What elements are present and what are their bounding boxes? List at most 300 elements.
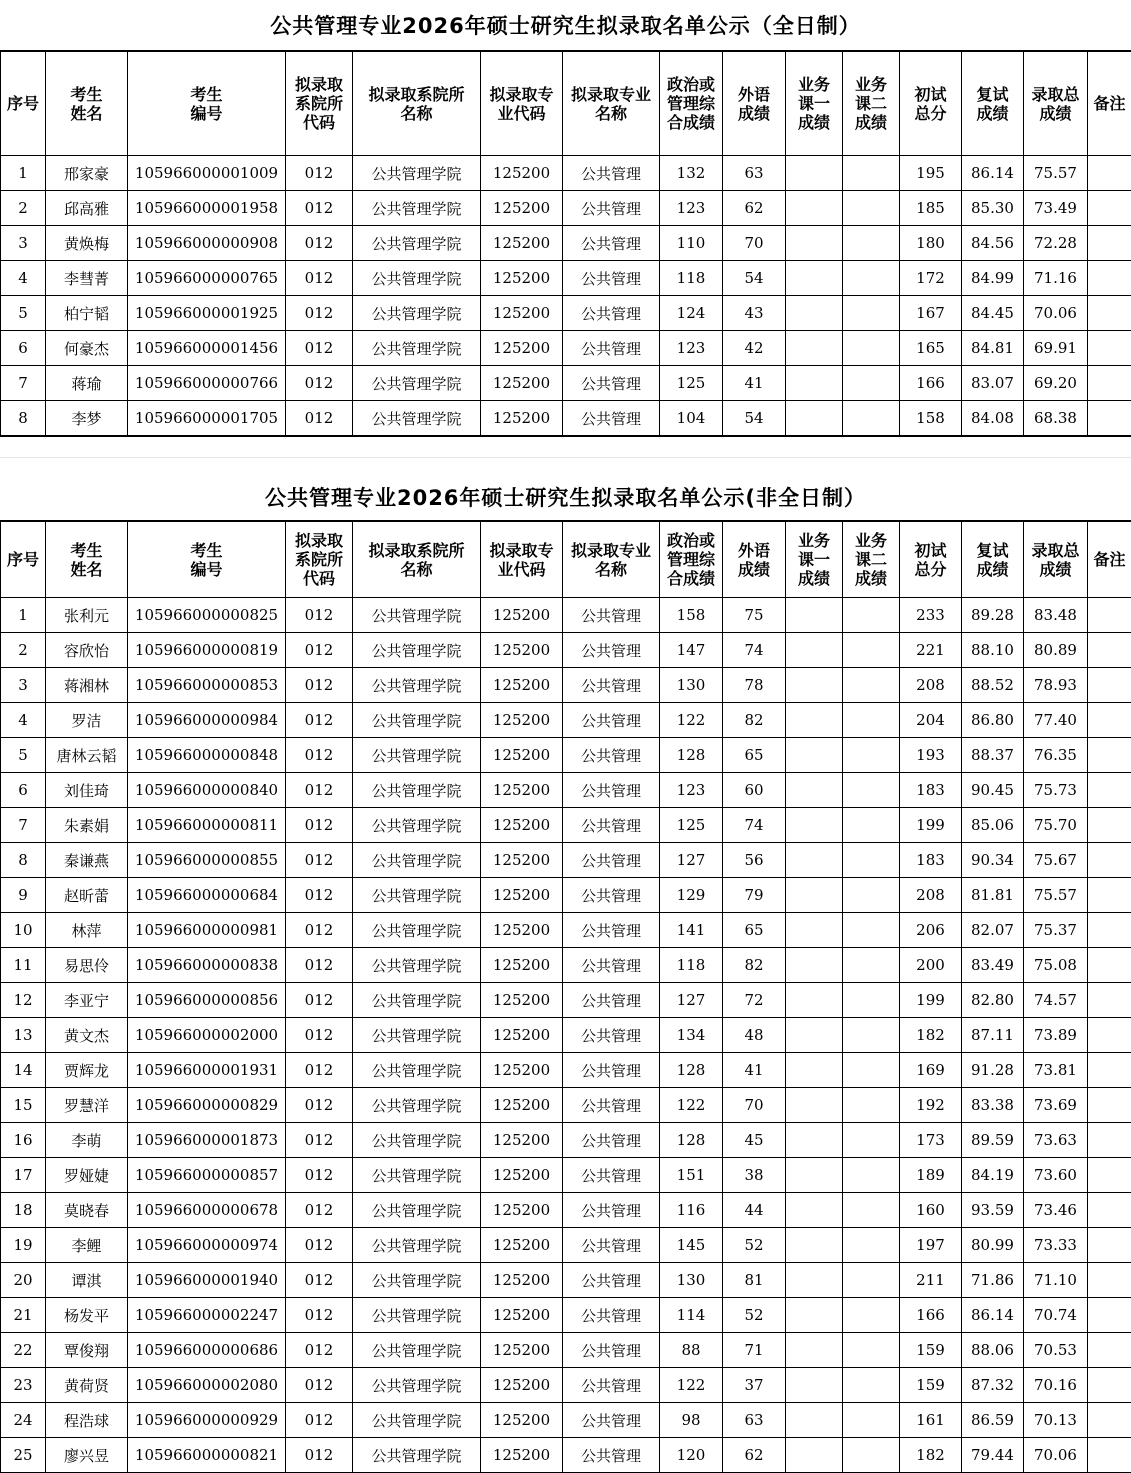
cell-politics: 123 — [660, 331, 723, 366]
cell-name: 邢家豪 — [46, 156, 128, 191]
cell-exam-id: 105966000002247 — [128, 1298, 286, 1333]
cell-dept: 公共管理学院 — [353, 1018, 481, 1053]
col-header-line: 业务 — [786, 75, 842, 94]
col-header-line: 名称 — [563, 560, 659, 579]
col-header-line: 序号 — [1, 94, 45, 113]
cell-subject1 — [786, 1368, 843, 1403]
cell-remark — [1088, 261, 1131, 296]
cell-prelim-total: 158 — [900, 401, 962, 436]
cell-exam-id: 105966000000678 — [128, 1193, 286, 1228]
cell-subject1 — [786, 1403, 843, 1438]
cell-dept: 公共管理学院 — [353, 808, 481, 843]
cell-seq: 14 — [1, 1053, 46, 1088]
cell-subject1 — [786, 808, 843, 843]
cell-exam-id: 105966000000929 — [128, 1403, 286, 1438]
cell-subject2 — [843, 738, 900, 773]
cell-final-total: 77.40 — [1024, 703, 1088, 738]
cell-politics: 128 — [660, 738, 723, 773]
cell-major: 公共管理 — [563, 1263, 660, 1298]
cell-remark — [1088, 633, 1131, 668]
cell-exam-id: 105966000000765 — [128, 261, 286, 296]
cell-seq: 4 — [1, 703, 46, 738]
cell-name: 容欣怡 — [46, 633, 128, 668]
col-header-remark — [1088, 522, 1131, 598]
cell-retest: 85.30 — [962, 191, 1024, 226]
cell-language: 74 — [723, 633, 786, 668]
col-header-major — [563, 52, 660, 156]
col-header-retest — [962, 522, 1024, 598]
cell-politics: 145 — [660, 1228, 723, 1263]
cell-politics: 128 — [660, 1053, 723, 1088]
cell-major-code: 125200 — [481, 366, 563, 401]
col-header-line: 成绩 — [1024, 560, 1087, 579]
cell-retest: 87.32 — [962, 1368, 1024, 1403]
cell-dept: 公共管理学院 — [353, 598, 481, 633]
cell-retest: 87.11 — [962, 1018, 1024, 1053]
cell-major-code: 125200 — [481, 1368, 563, 1403]
table-row — [1, 226, 1131, 261]
table-row — [1, 1403, 1131, 1438]
cell-language: 62 — [723, 1438, 786, 1473]
cell-dept-code: 012 — [286, 156, 353, 191]
table-row — [1, 331, 1131, 366]
cell-major: 公共管理 — [563, 948, 660, 983]
col-header-politics — [660, 52, 723, 156]
cell-exam-id: 105966000000908 — [128, 226, 286, 261]
cell-language: 79 — [723, 878, 786, 913]
cell-subject2 — [843, 401, 900, 436]
cell-retest: 84.08 — [962, 401, 1024, 436]
cell-dept: 公共管理学院 — [353, 913, 481, 948]
cell-subject2 — [843, 191, 900, 226]
col-header-line: 拟录取 — [286, 75, 352, 94]
cell-name: 秦谦燕 — [46, 843, 128, 878]
cell-prelim-total: 173 — [900, 1123, 962, 1158]
col-header-line: 成绩 — [962, 104, 1023, 123]
cell-subject2 — [843, 808, 900, 843]
col-header-line: 成绩 — [723, 560, 785, 579]
cell-seq: 13 — [1, 1018, 46, 1053]
cell-subject2 — [843, 773, 900, 808]
cell-retest: 93.59 — [962, 1193, 1024, 1228]
col-header-line: 复试 — [962, 541, 1023, 560]
cell-dept-code: 012 — [286, 1088, 353, 1123]
cell-major-code: 125200 — [481, 913, 563, 948]
cell-final-total: 78.93 — [1024, 668, 1088, 703]
cell-name: 杨发平 — [46, 1298, 128, 1333]
cell-name: 李亚宁 — [46, 983, 128, 1018]
col-header-line: 政治或 — [660, 75, 722, 94]
cell-retest: 71.86 — [962, 1263, 1024, 1298]
col-header-line: 考生 — [46, 85, 127, 104]
cell-exam-id: 105966000000838 — [128, 948, 286, 983]
col-header-line: 系院所 — [286, 550, 352, 569]
cell-name: 李萌 — [46, 1123, 128, 1158]
cell-retest: 86.14 — [962, 156, 1024, 191]
cell-language: 48 — [723, 1018, 786, 1053]
cell-subject2 — [843, 226, 900, 261]
cell-dept: 公共管理学院 — [353, 1228, 481, 1263]
cell-dept-code: 012 — [286, 1123, 353, 1158]
cell-final-total: 70.13 — [1024, 1403, 1088, 1438]
cell-dept: 公共管理学院 — [353, 1438, 481, 1473]
cell-prelim-total: 182 — [900, 1018, 962, 1053]
col-header-line: 拟录取专 — [481, 85, 562, 104]
cell-major-code: 125200 — [481, 296, 563, 331]
col-header-line: 合成绩 — [660, 113, 722, 132]
cell-subject2 — [843, 1403, 900, 1438]
table-row — [1, 366, 1131, 401]
table-row — [1, 1298, 1131, 1333]
cell-subject2 — [843, 598, 900, 633]
cell-language: 74 — [723, 808, 786, 843]
cell-subject2 — [843, 668, 900, 703]
cell-language: 41 — [723, 366, 786, 401]
col-header-line: 考生 — [46, 541, 127, 560]
cell-major-code: 125200 — [481, 1088, 563, 1123]
cell-language: 65 — [723, 913, 786, 948]
table-row — [1, 598, 1131, 633]
cell-subject1 — [786, 1228, 843, 1263]
cell-subject1 — [786, 156, 843, 191]
cell-language: 56 — [723, 843, 786, 878]
cell-dept: 公共管理学院 — [353, 261, 481, 296]
cell-name: 莫晓春 — [46, 1193, 128, 1228]
cell-remark — [1088, 366, 1131, 401]
cell-final-total: 75.57 — [1024, 878, 1088, 913]
cell-major-code: 125200 — [481, 948, 563, 983]
cell-final-total: 75.73 — [1024, 773, 1088, 808]
cell-final-total: 69.20 — [1024, 366, 1088, 401]
cell-dept-code: 012 — [286, 1053, 353, 1088]
cell-prelim-total: 189 — [900, 1158, 962, 1193]
cell-major: 公共管理 — [563, 878, 660, 913]
cell-final-total: 69.91 — [1024, 331, 1088, 366]
table-row — [1, 703, 1131, 738]
cell-final-total: 73.89 — [1024, 1018, 1088, 1053]
cell-dept-code: 012 — [286, 773, 353, 808]
cell-prelim-total: 167 — [900, 296, 962, 331]
cell-dept: 公共管理学院 — [353, 1193, 481, 1228]
col-header-line: 初试 — [900, 541, 961, 560]
col-header-subject2 — [843, 522, 900, 598]
cell-seq: 16 — [1, 1123, 46, 1158]
cell-seq: 21 — [1, 1298, 46, 1333]
col-header-line: 成绩 — [723, 104, 785, 123]
cell-politics: 128 — [660, 1123, 723, 1158]
cell-prelim-total: 192 — [900, 1088, 962, 1123]
cell-dept: 公共管理学院 — [353, 773, 481, 808]
cell-major: 公共管理 — [563, 1018, 660, 1053]
table-row — [1, 1018, 1131, 1053]
cell-subject2 — [843, 843, 900, 878]
cell-seq: 2 — [1, 633, 46, 668]
cell-subject1 — [786, 1193, 843, 1228]
cell-dept-code: 012 — [286, 738, 353, 773]
cell-subject1 — [786, 401, 843, 436]
cell-subject1 — [786, 191, 843, 226]
cell-major-code: 125200 — [481, 1263, 563, 1298]
cell-major: 公共管理 — [563, 808, 660, 843]
col-header-line: 编号 — [128, 104, 285, 123]
col-header-line: 政治或 — [660, 531, 722, 550]
col-header-line: 录取总 — [1024, 541, 1087, 560]
cell-prelim-total: 206 — [900, 913, 962, 948]
cell-politics: 114 — [660, 1298, 723, 1333]
cell-dept: 公共管理学院 — [353, 948, 481, 983]
cell-dept: 公共管理学院 — [353, 1263, 481, 1298]
col-header-line: 课二 — [843, 550, 899, 569]
cell-language: 45 — [723, 1123, 786, 1158]
col-header-line: 业务 — [843, 531, 899, 550]
table-row — [1, 878, 1131, 913]
cell-dept-code: 012 — [286, 261, 353, 296]
col-header-dept — [353, 52, 481, 156]
cell-subject1 — [786, 226, 843, 261]
col-header-language — [723, 522, 786, 598]
cell-name: 贾辉龙 — [46, 1053, 128, 1088]
cell-retest: 88.37 — [962, 738, 1024, 773]
table-row — [1, 633, 1131, 668]
cell-subject1 — [786, 366, 843, 401]
cell-exam-id: 105966000001705 — [128, 401, 286, 436]
cell-dept: 公共管理学院 — [353, 1333, 481, 1368]
col-header-line: 名称 — [353, 104, 480, 123]
col-header-line: 录取总 — [1024, 85, 1087, 104]
cell-language: 65 — [723, 738, 786, 773]
cell-language: 78 — [723, 668, 786, 703]
cell-retest: 84.81 — [962, 331, 1024, 366]
cell-politics: 122 — [660, 1088, 723, 1123]
cell-retest: 83.49 — [962, 948, 1024, 983]
col-header-line: 总分 — [900, 104, 961, 123]
cell-remark — [1088, 331, 1131, 366]
col-header-politics — [660, 522, 723, 598]
cell-seq: 1 — [1, 598, 46, 633]
cell-remark — [1088, 156, 1131, 191]
cell-subject1 — [786, 1088, 843, 1123]
cell-exam-id: 105966000000840 — [128, 773, 286, 808]
cell-dept: 公共管理学院 — [353, 296, 481, 331]
cell-subject1 — [786, 913, 843, 948]
cell-politics: 123 — [660, 191, 723, 226]
col-header-line: 考生 — [128, 541, 285, 560]
cell-dept: 公共管理学院 — [353, 668, 481, 703]
table-row — [1, 296, 1131, 331]
col-header-line: 成绩 — [843, 113, 899, 132]
cell-name: 覃俊翔 — [46, 1333, 128, 1368]
cell-subject2 — [843, 1438, 900, 1473]
col-header-line: 拟录取专 — [481, 541, 562, 560]
col-header-name — [46, 522, 128, 598]
cell-dept: 公共管理学院 — [353, 1053, 481, 1088]
table-row — [1, 1123, 1131, 1158]
cell-prelim-total: 166 — [900, 366, 962, 401]
cell-major: 公共管理 — [563, 1368, 660, 1403]
cell-major: 公共管理 — [563, 226, 660, 261]
cell-dept-code: 012 — [286, 843, 353, 878]
cell-major-code: 125200 — [481, 191, 563, 226]
cell-language: 43 — [723, 296, 786, 331]
table-row — [1, 1088, 1131, 1123]
cell-exam-id: 105966000000825 — [128, 598, 286, 633]
cell-name: 廖兴昱 — [46, 1438, 128, 1473]
cell-remark — [1088, 913, 1131, 948]
cell-major-code: 125200 — [481, 1438, 563, 1473]
cell-exam-id: 105966000000855 — [128, 843, 286, 878]
cell-name: 刘佳琦 — [46, 773, 128, 808]
cell-seq: 5 — [1, 296, 46, 331]
cell-retest: 84.19 — [962, 1158, 1024, 1193]
cell-major: 公共管理 — [563, 261, 660, 296]
cell-remark — [1088, 1333, 1131, 1368]
cell-subject1 — [786, 1018, 843, 1053]
cell-subject1 — [786, 296, 843, 331]
cell-remark — [1088, 808, 1131, 843]
cell-seq: 8 — [1, 843, 46, 878]
cell-remark — [1088, 1123, 1131, 1158]
cell-subject2 — [843, 261, 900, 296]
cell-remark — [1088, 948, 1131, 983]
cell-major-code: 125200 — [481, 331, 563, 366]
cell-subject2 — [843, 156, 900, 191]
cell-language: 41 — [723, 1053, 786, 1088]
table-row — [1, 1158, 1131, 1193]
cell-prelim-total: 160 — [900, 1193, 962, 1228]
cell-final-total: 73.49 — [1024, 191, 1088, 226]
cell-prelim-total: 211 — [900, 1263, 962, 1298]
cell-retest: 79.44 — [962, 1438, 1024, 1473]
cell-major: 公共管理 — [563, 296, 660, 331]
cell-major-code: 125200 — [481, 401, 563, 436]
cell-dept-code: 012 — [286, 1368, 353, 1403]
cell-subject1 — [786, 948, 843, 983]
col-header-prelim-total — [900, 522, 962, 598]
cell-subject1 — [786, 773, 843, 808]
table1-header-row — [1, 52, 1131, 156]
col-header-major-code — [481, 522, 563, 598]
cell-major-code: 125200 — [481, 1158, 563, 1193]
cell-major: 公共管理 — [563, 633, 660, 668]
cell-dept-code: 012 — [286, 1438, 353, 1473]
cell-prelim-total: 208 — [900, 668, 962, 703]
cell-politics: 116 — [660, 1193, 723, 1228]
cell-seq: 6 — [1, 331, 46, 366]
cell-final-total: 70.06 — [1024, 1438, 1088, 1473]
cell-final-total: 73.46 — [1024, 1193, 1088, 1228]
cell-remark — [1088, 1228, 1131, 1263]
cell-politics: 125 — [660, 808, 723, 843]
cell-final-total: 75.67 — [1024, 843, 1088, 878]
cell-major-code: 125200 — [481, 1053, 563, 1088]
col-header-language — [723, 52, 786, 156]
cell-retest: 86.59 — [962, 1403, 1024, 1438]
col-header-line: 考生 — [128, 85, 285, 104]
cell-subject1 — [786, 1053, 843, 1088]
cell-major-code: 125200 — [481, 668, 563, 703]
cell-exam-id: 105966000000821 — [128, 1438, 286, 1473]
cell-language: 62 — [723, 191, 786, 226]
cell-politics: 141 — [660, 913, 723, 948]
cell-remark — [1088, 843, 1131, 878]
cell-subject2 — [843, 1018, 900, 1053]
cell-language: 72 — [723, 983, 786, 1018]
cell-major: 公共管理 — [563, 1403, 660, 1438]
cell-subject2 — [843, 1053, 900, 1088]
cell-politics: 132 — [660, 156, 723, 191]
cell-dept: 公共管理学院 — [353, 331, 481, 366]
cell-major: 公共管理 — [563, 1333, 660, 1368]
cell-subject2 — [843, 1158, 900, 1193]
cell-subject1 — [786, 843, 843, 878]
cell-prelim-total: 197 — [900, 1228, 962, 1263]
cell-subject1 — [786, 1298, 843, 1333]
col-header-line: 管理综 — [660, 94, 722, 113]
cell-dept-code: 012 — [286, 331, 353, 366]
cell-subject2 — [843, 1088, 900, 1123]
cell-prelim-total: 159 — [900, 1368, 962, 1403]
cell-language: 54 — [723, 261, 786, 296]
col-header-line: 拟录取 — [286, 531, 352, 550]
cell-prelim-total: 199 — [900, 808, 962, 843]
cell-language: 75 — [723, 598, 786, 633]
table-row — [1, 738, 1131, 773]
cell-major: 公共管理 — [563, 913, 660, 948]
cell-retest: 90.45 — [962, 773, 1024, 808]
cell-politics: 98 — [660, 1403, 723, 1438]
cell-exam-id: 105966000000856 — [128, 983, 286, 1018]
cell-seq: 22 — [1, 1333, 46, 1368]
col-header-final-total — [1024, 52, 1088, 156]
cell-major-code: 125200 — [481, 1123, 563, 1158]
cell-name: 李彗菁 — [46, 261, 128, 296]
cell-language: 60 — [723, 773, 786, 808]
cell-exam-id: 105966000001456 — [128, 331, 286, 366]
col-header-subject1 — [786, 52, 843, 156]
cell-language: 63 — [723, 1403, 786, 1438]
cell-major: 公共管理 — [563, 843, 660, 878]
cell-major-code: 125200 — [481, 773, 563, 808]
cell-name: 谭淇 — [46, 1263, 128, 1298]
cell-seq: 19 — [1, 1228, 46, 1263]
cell-subject1 — [786, 1123, 843, 1158]
cell-exam-id: 105966000000857 — [128, 1158, 286, 1193]
cell-dept: 公共管理学院 — [353, 226, 481, 261]
col-header-line: 业务 — [786, 531, 842, 550]
cell-remark — [1088, 773, 1131, 808]
cell-subject2 — [843, 633, 900, 668]
cell-subject2 — [843, 1333, 900, 1368]
cell-seq: 7 — [1, 366, 46, 401]
cell-name: 罗娅婕 — [46, 1158, 128, 1193]
cell-seq: 12 — [1, 983, 46, 1018]
cell-retest: 86.80 — [962, 703, 1024, 738]
cell-remark — [1088, 1053, 1131, 1088]
cell-politics: 151 — [660, 1158, 723, 1193]
cell-dept-code: 012 — [286, 296, 353, 331]
cell-major: 公共管理 — [563, 366, 660, 401]
cell-final-total: 73.63 — [1024, 1123, 1088, 1158]
cell-final-total: 68.38 — [1024, 401, 1088, 436]
col-header-prelim-total — [900, 52, 962, 156]
cell-major: 公共管理 — [563, 1228, 660, 1263]
cell-subject1 — [786, 633, 843, 668]
cell-major: 公共管理 — [563, 983, 660, 1018]
cell-final-total: 73.69 — [1024, 1088, 1088, 1123]
cell-dept: 公共管理学院 — [353, 878, 481, 913]
cell-name: 唐林云韬 — [46, 738, 128, 773]
cell-major: 公共管理 — [563, 331, 660, 366]
